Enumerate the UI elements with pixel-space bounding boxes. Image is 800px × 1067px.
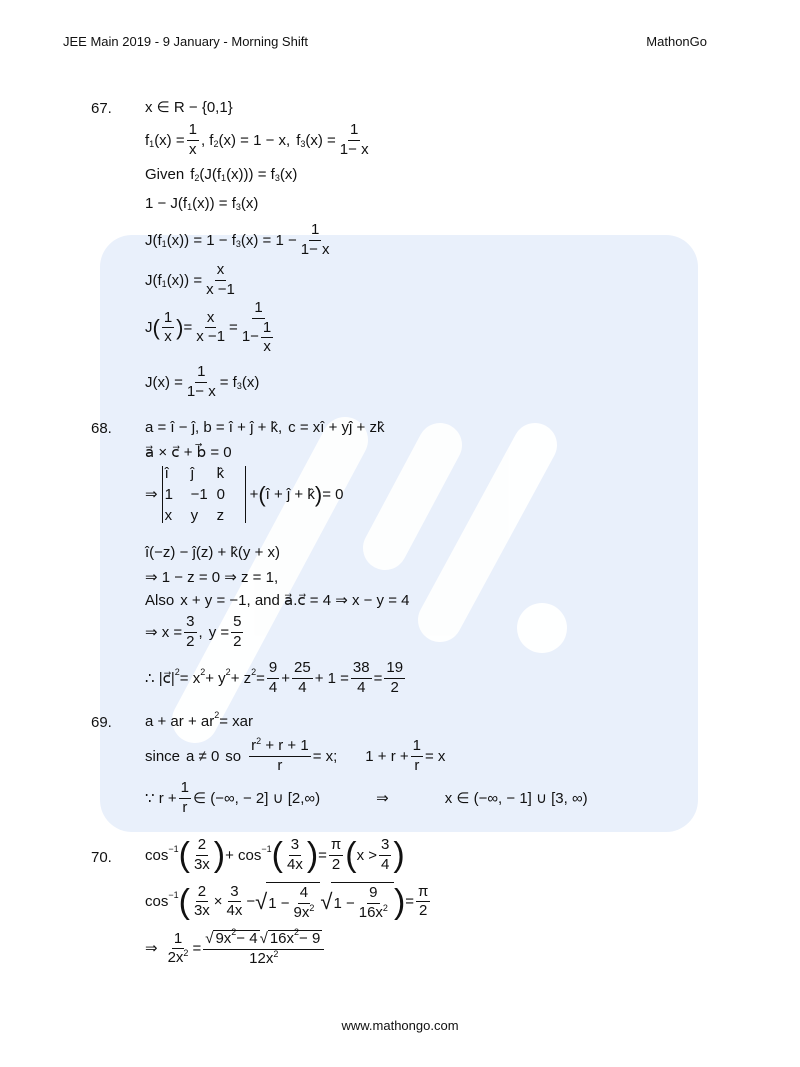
solution-line: cos −1 ( $\frac{2}{3x}$ × $\frac{3}{4x}$ − √ 1 − $\frac{4}{9x^2}$ √ 1 − $\frac{9}{16x^2}$ ) = $\frac{\pi}{2}$	[145, 882, 429, 921]
question-number: 70.	[91, 849, 112, 866]
question-number: 68.	[91, 420, 112, 437]
solution-line: a = î − ĵ, b = î + ĵ + k̂, c = xî + yĵ + zk̂	[145, 419, 385, 436]
solution-line: Given f 2 (J(f 1 (x))) = f 3 (x)	[145, 166, 298, 183]
solution-line: ⇒ î ĵ k̂ 1 −1 0 x y z + ( î + ĵ + k̂ ) = 0	[145, 465, 344, 524]
solution-line: J(f 1 (x)) = 1 − f 3 (x) = 1 − $\frac{1}{1- x}$	[145, 221, 330, 258]
solution-line: J(f 1 (x)) = $\frac{x}{x -1}$	[145, 261, 235, 298]
solution-line: since a ≠ 0 so $\frac{r^2 + r + 1}{r}$ = x; 1 + r + $\frac{1}{r}$ = x	[145, 736, 446, 774]
question-number: 67.	[91, 100, 112, 117]
question-number: 69.	[91, 714, 112, 731]
solution-line: Also x + y = −1, and a⃗.c⃗ = 4 ⇒ x − y = 4	[145, 592, 410, 609]
solution-line: J(x) = $\frac{1}{1- x}$ = f 3 (x)	[145, 363, 260, 400]
solution-line: ∵ r + $\frac{1}{r}$ ∈ (−∞, − 2] ∪ [2,∞) ⇒ x ∈ (−∞, − 1] ∪ [3, ∞)	[145, 779, 588, 816]
solution-line: ∴ |c⃗| 2 = x 2 + y 2 + z 2 = $\frac{9}{4}$ + $\frac{25}{4}$ + 1 = $\frac{38}{4}$ = $\frac{19}{2}$	[145, 659, 404, 696]
solution-line: 1 − J(f 1 (x)) = f 3 (x)	[145, 195, 259, 212]
footer-url[interactable]: www.mathongo.com	[341, 1018, 459, 1033]
solution-line: a⃗ × c⃗ + b⃗ = 0	[145, 444, 232, 461]
solution-line: ⇒ $\frac{1}{2x^2}$ = √ 9x 2 − 4 √ 16x 2 − 9 $12x^2$	[145, 930, 326, 967]
solution-line: cos −1 ( $\frac{2}{3x}$ ) + cos −1 ( $\frac{3}{4x}$ ) = $\frac{\pi}{2}$ ( x > $\frac{3}{4}$ )	[145, 836, 405, 874]
header-title: JEE Main 2019 - 9 January - Morning Shift	[63, 34, 308, 49]
solution-line: ⇒ 1 − z = 0 ⇒ z = 1,	[145, 569, 279, 586]
solution-line: x ∈ R − {0,1}	[145, 99, 233, 116]
solution-line: î(−z) − ĵ(z) + k̂(y + x)	[145, 544, 281, 561]
solution-line: ⇒ x = $\frac{3}{2}$ , y = $\frac{5}{2}$	[145, 613, 242, 650]
solution-line: J ( $\frac{1}{x}$ ) = $\frac{x}{x -1}$ = 1 1− $\frac{1}{x}$	[145, 299, 272, 355]
solution-line: a + ar + ar 2 = xar	[145, 710, 253, 730]
solution-line: f 1 (x) = $\frac{1}{x}$ , f 2 (x) = 1 − x, f 3 (x) = $\frac{1}{1- x}$	[145, 121, 369, 158]
header-brand: MathonGo	[646, 34, 707, 49]
determinant: î ĵ k̂ 1 −1 0 x y z	[162, 466, 246, 523]
